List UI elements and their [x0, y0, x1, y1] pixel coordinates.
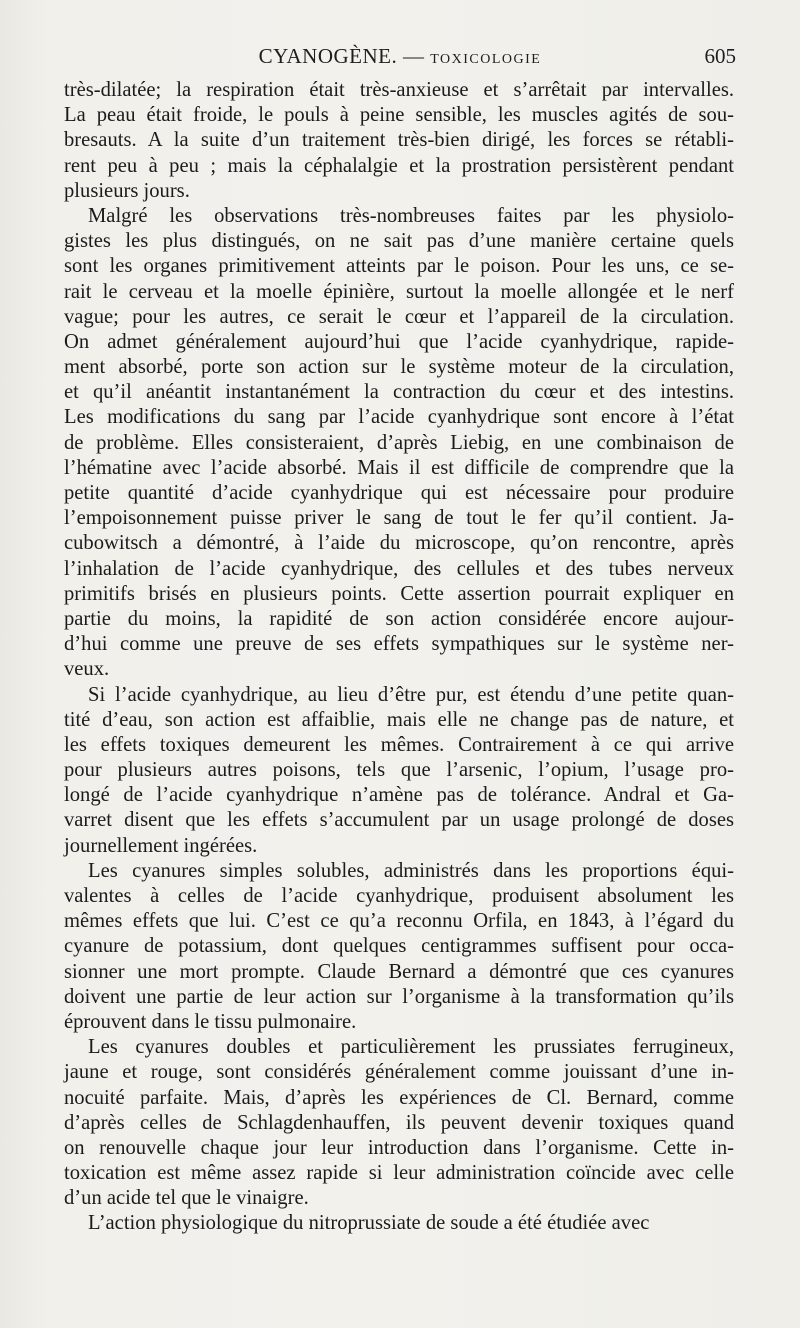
text-line: gistes les plus distingués, on ne sait pas d’une manière certaine quels	[64, 230, 734, 253]
text-line: longé de l’acide cyanhydrique n’amène pas de tolérance. Andral et Ga-	[64, 784, 734, 807]
text-line: petite quantité d’acide cyanhydrique qui est nécessaire pour produire	[64, 482, 734, 504]
text-line: vague; pour les autres, ce serait le cœur et l’appareil de la circulation.	[64, 305, 734, 328]
text-line: veux.	[64, 658, 110, 681]
text-line: d’hui comme une preuve de ses effets sympathiques sur le système ner-	[64, 633, 734, 656]
paragraph	[64, 683, 734, 859]
text-line: Les cyanures doubles et particulièrement les prussiates ferrugineux,	[88, 1036, 734, 1059]
title-separator: —	[397, 44, 431, 68]
text-line: Si l’acide cyanhydrique, au lieu d’être pur, est étendu d’une petite quan-	[88, 683, 734, 706]
text-line: l’empoisonnement puisse priver le sang de tout le fer qu’il contient. Ja-	[64, 507, 734, 530]
text-line: d’un acide tel que le vinaigre.	[64, 1187, 309, 1210]
text-line: très-dilatée; la respiration était très-anxieuse et s’arrêtait par intervalles.	[64, 79, 734, 101]
text-line: On admet généralement aujourd’hui que l’acide cyanhydrique, rapide-	[64, 330, 734, 353]
text-line: les effets toxiques demeurent les mêmes. Contrairement à ce qui arrive	[64, 733, 734, 756]
text-line: sionner une mort prompte. Claude Bernard a démontré que ces cyanures	[64, 960, 734, 983]
text-line: jaune et rouge, sont considérés généralement comme jouissant d’une in-	[64, 1061, 734, 1084]
text-line: L’action physiologique du nitroprussiate de soude a été étudiée avec	[88, 1212, 650, 1235]
text-line: éprouvent dans le tissu pulmonaire.	[64, 1010, 357, 1033]
page-number: 605	[704, 44, 736, 68]
paragraph	[64, 859, 734, 1035]
text-line: l’hématine avec l’acide absorbé. Mais il est difficile de comprendre que la	[64, 456, 734, 479]
text-line: tité d’eau, son action est affaiblie, mais elle ne change pas de nature, et	[64, 708, 734, 731]
text-line: journellement ingérées.	[64, 834, 258, 857]
text-line: doivent une partie de leur action sur l’organisme à la transformation qu’ils	[64, 985, 734, 1008]
text-line: Les cyanures simples solubles, administrés dans les proportions équi-	[88, 859, 734, 882]
text-line: rait le cerveau et la moelle épinière, surtout la moelle allongée et le nerf	[64, 280, 734, 303]
text-line: partie du moins, la rapidité de son action considérée encore aujour-	[64, 607, 734, 630]
text-line: de problème. Elles consisteraient, d’après Liebig, en une combinaison de	[64, 431, 734, 454]
text-line: d’après celles de Schlagdenhauffen, ils peuvent devenir toxiques quand	[64, 1111, 734, 1134]
chapter-title: CYANOGÈNE.	[258, 44, 398, 68]
text-line: pour plusieurs autres poisons, tels que l’arsenic, l’opium, l’usage pro-	[64, 759, 734, 782]
paragraph	[64, 204, 734, 683]
text-line: et qu’il anéantit instantanément la contraction du cœur et des intestins.	[64, 381, 734, 404]
running-title	[64, 44, 736, 69]
text-line: Les modifications du sang par l’acide cyanhydrique sont encore à l’état	[64, 406, 734, 429]
text-line: primitifs brisés en plusieurs points. Cette assertion pourrait expliquer en	[64, 582, 734, 605]
text-line: cubowitsch a démontré, à l’aide du microscope, qu’on rencontre, après	[64, 532, 734, 555]
text-line: rent peu à peu ; mais la céphalalgie et la prostration persistèrent pendant	[64, 154, 734, 177]
body-text	[64, 78, 734, 1237]
text-line: on renouvelle chaque jour leur introduction dans l’organisme. Cette in-	[64, 1136, 734, 1159]
paragraph	[64, 1211, 734, 1236]
running-header	[64, 44, 736, 74]
text-line: mêmes effets que lui. C’est ce qu’a reconnu Orfila, en 1843, à l’égard du	[64, 910, 734, 933]
text-line: l’inhalation de l’acide cyanhydrique, des cellules et des tubes nerveux	[64, 557, 734, 580]
paragraph	[64, 1035, 734, 1211]
section-title: TOXICOLOGIE	[430, 52, 542, 67]
paragraph	[64, 78, 734, 204]
text-line: varret disent que les effets s’accumulent par un usage prolongé de doses	[64, 809, 734, 832]
text-line: valentes à celles de l’acide cyanhydrique, produisent absolument les	[64, 885, 734, 907]
text-line: toxication est même assez rapide si leur administration coïncide avec celle	[64, 1162, 734, 1185]
text-line: sont les organes primitivement atteints par le poison. Pour les uns, ce se-	[64, 255, 734, 278]
text-line: Malgré les observations très-nombreuses faites par les physiolo-	[88, 204, 734, 227]
text-line: ment absorbé, porte son action sur le système moteur de la circulation,	[64, 356, 734, 379]
text-line: bresauts. A la suite d’un traitement très-bien dirigé, les forces se rétabli-	[64, 129, 734, 152]
text-line: cyanure de potassium, dont quelques centigrammes suffisent pour occa-	[64, 935, 734, 958]
text-line: plusieurs jours.	[64, 179, 190, 202]
text-line: La peau était froide, le pouls à peine sensible, les muscles agités de sou-	[64, 104, 734, 127]
text-line: nocuité parfaite. Mais, d’après les expériences de Cl. Bernard, comme	[64, 1086, 734, 1109]
